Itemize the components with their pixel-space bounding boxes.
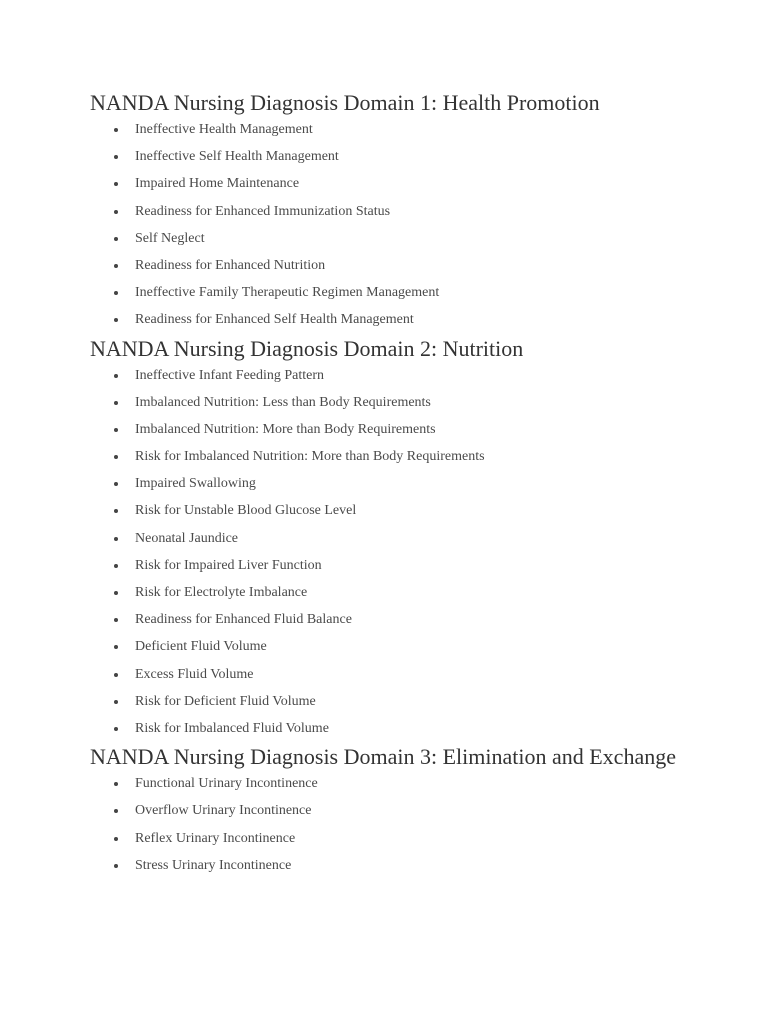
list-item-text: Risk for Impaired Liver Function [135, 557, 322, 573]
list-item-text: Risk for Imbalanced Nutrition: More than Body Requirements [135, 449, 485, 465]
list-item [90, 552, 690, 579]
section-heading-domain-1: NANDA Nursing Diagnosis Domain 1: Health Promotion [90, 90, 600, 115]
bullet-icon [114, 482, 118, 486]
diagnosis-list-domain-1 [90, 116, 690, 334]
bullet-icon [114, 673, 118, 677]
list-item-text: Deficient Fluid Volume [135, 639, 267, 655]
list-item [90, 606, 690, 633]
list-item-text: Stress Urinary Incontinence [135, 857, 292, 873]
list-item [90, 362, 690, 389]
bullet-icon [114, 727, 118, 731]
list-item-text: Imbalanced Nutrition: Less than Body Requirements [135, 394, 431, 410]
list-item-text: Readiness for Enhanced Self Health Management [135, 312, 414, 328]
list-item [90, 443, 690, 470]
list-item-text: Risk for Deficient Fluid Volume [135, 693, 316, 709]
bullet-icon [114, 455, 118, 459]
bullet-icon [114, 591, 118, 595]
list-item [90, 225, 690, 252]
list-item-text: Overflow Urinary Incontinence [135, 803, 312, 819]
list-item [90, 633, 690, 660]
bullet-icon [114, 210, 118, 214]
bullet-icon [114, 374, 118, 378]
bullet-icon [114, 264, 118, 268]
list-item [90, 579, 690, 606]
list-item [90, 252, 690, 279]
list-item [90, 116, 690, 143]
list-item-text: Readiness for Enhanced Immunization Status [135, 203, 391, 219]
list-item-text: Risk for Electrolyte Imbalance [135, 585, 308, 600]
list-item-text: Functional Urinary Incontinence [135, 776, 318, 792]
list-item-text: Risk for Unstable Blood Glucose Level [135, 503, 357, 519]
list-item [90, 170, 690, 197]
bullet-icon [114, 237, 118, 241]
list-item [90, 661, 690, 688]
bullet-icon [114, 864, 118, 868]
list-item-text: Self Neglect [135, 230, 205, 246]
list-item [90, 306, 690, 333]
bullet-icon [114, 182, 118, 186]
bullet-icon [114, 128, 118, 132]
list-item-text: Imbalanced Nutrition: More than Body Requirements [135, 421, 436, 437]
bullet-icon [114, 318, 118, 322]
list-item-text: Reflex Urinary Incontinence [135, 830, 296, 846]
list-item [90, 198, 690, 225]
list-item-text: Impaired Home Maintenance [135, 176, 300, 192]
bullet-icon [114, 291, 118, 295]
list-item [90, 688, 690, 715]
list-item-text: Impaired Swallowing [135, 476, 256, 492]
list-item [90, 715, 690, 742]
document-content [90, 88, 690, 879]
list-item [90, 470, 690, 497]
list-item-text: Ineffective Self Health Management [135, 149, 339, 165]
list-item-text: Ineffective Infant Feeding Pattern [135, 367, 325, 383]
list-item [90, 497, 690, 524]
list-item [90, 770, 690, 797]
list-item-text: Neonatal Jaundice [135, 530, 239, 546]
diagnosis-list-domain-3 [90, 770, 690, 879]
section-heading-domain-2: NANDA Nursing Diagnosis Domain 2: Nutrition [90, 335, 524, 361]
bullet-icon [114, 809, 118, 813]
list-item [90, 143, 690, 170]
list-item [90, 416, 690, 443]
list-item-text: Ineffective Family Therapeutic Regimen Management [135, 285, 440, 301]
bullet-icon [114, 155, 118, 159]
bullet-icon [114, 782, 118, 786]
list-item-text: Readiness for Enhanced Nutrition [135, 257, 326, 273]
bullet-icon [114, 537, 118, 541]
bullet-icon [114, 564, 118, 568]
bullet-icon [114, 618, 118, 622]
bullet-icon [114, 837, 118, 841]
list-item [90, 525, 690, 552]
bullet-icon [114, 509, 118, 513]
bullet-icon [114, 401, 118, 405]
list-item [90, 825, 690, 852]
list-item [90, 279, 690, 306]
section-heading-domain-3: NANDA Nursing Diagnosis Domain 3: Elimination and Exchange [90, 744, 676, 770]
bullet-icon [114, 645, 118, 649]
list-item [90, 389, 690, 416]
list-item-text: Readiness for Enhanced Fluid Balance [135, 612, 352, 628]
list-item-text: Risk for Imbalanced Fluid Volume [135, 720, 329, 736]
bullet-icon [114, 700, 118, 704]
diagnosis-list-domain-2 [90, 362, 690, 743]
list-item [90, 797, 690, 824]
list-item [90, 852, 690, 879]
list-item-text: Ineffective Health Management [135, 122, 313, 137]
bullet-icon [114, 428, 118, 432]
list-item-text: Excess Fluid Volume [135, 666, 254, 682]
